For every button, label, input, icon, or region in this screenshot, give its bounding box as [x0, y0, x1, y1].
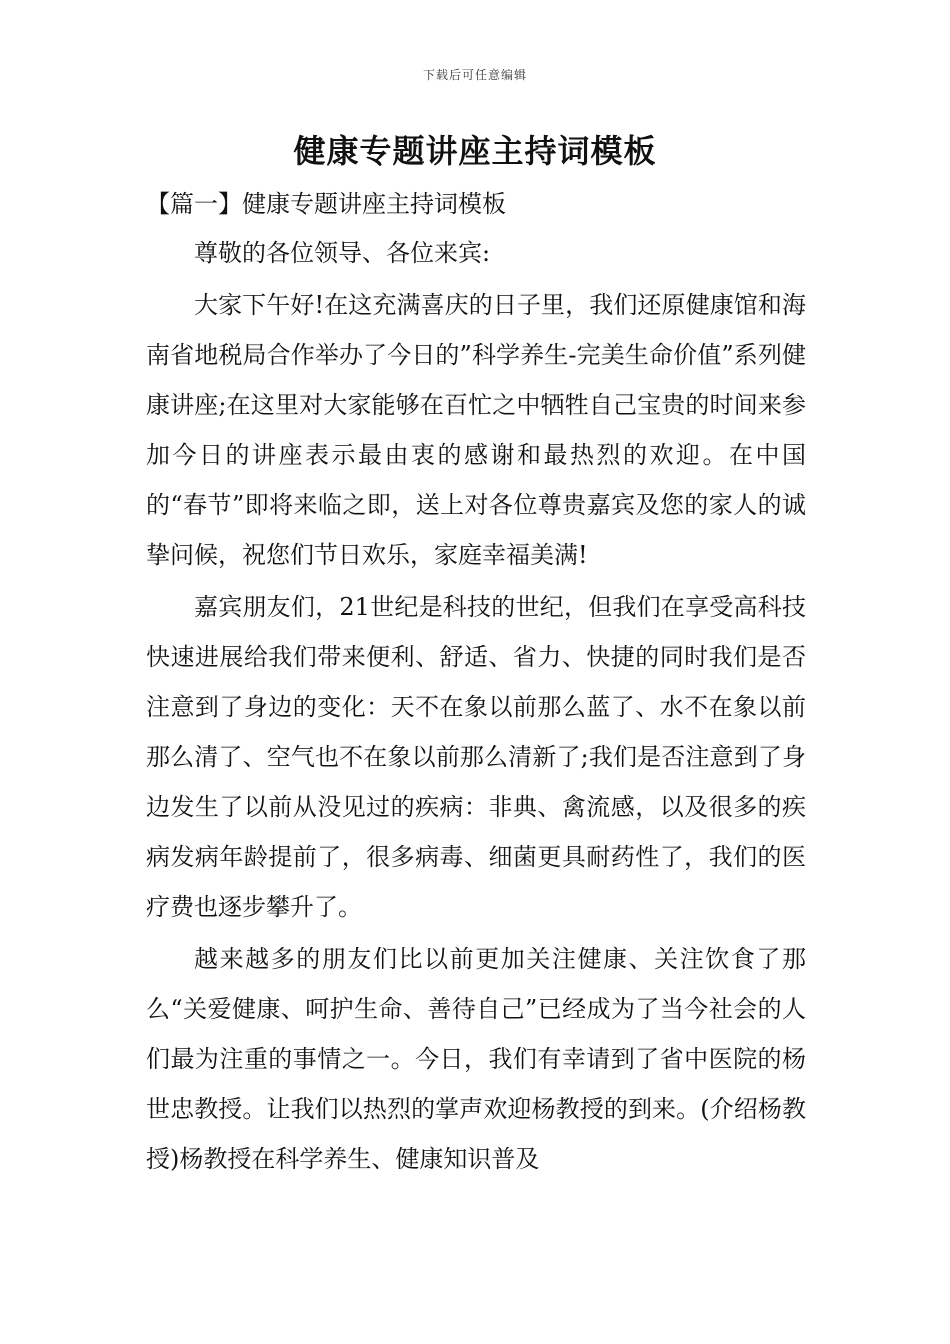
document-title: 健康专题讲座主持词模板	[293, 132, 657, 170]
page-header-note: 下载后可任意编辑	[422, 68, 527, 82]
section-heading: 【篇一】健康专题讲座主持词模板	[146, 190, 506, 218]
paragraph-greeting: 大家下午好!在这充满喜庆的日子里，我们还原健康馆和海南省地税局合作举办了今日的”科学养生-完美生命价值”系列健康讲座;在这里对大家能够在百忙之中牺牲自己宝贵的时间来参加今日的讲座表示最由衷的感谢和最热烈的欢迎。在中国的“春节”即将来临之即，送上对各位尊贵嘉宾及您的家人的诚挚问候，祝您们节日欢乐，家庭幸福美满!	[146, 291, 806, 569]
document-body	[146, 228, 806, 1184]
paragraph-health-focus: 越来越多的朋友们比以前更加关注健康、关注饮食了那么“关爱健康、呵护生命、善待自己”已经成为了当今社会的人们最为注重的事情之一。今日，我们有幸请到了省中医院的杨世忠教授。让我们以热烈的掌声欢迎杨教授的到来。(介绍杨教授)杨教授在科学养生、健康知识普及	[146, 945, 806, 1173]
paragraph-salutation: 尊敬的各位领导、各位来宾:	[194, 239, 491, 267]
paragraph-technology-changes: 嘉宾朋友们，21世纪是科技的世纪，但我们在享受高科技快速进展给我们带来便利、舒适、省力、快捷的同时我们是否注意到了身边的变化：天不在象以前那么蓝了、水不在象以前那么清了、空气也不在象以前那么清新了;我们是否注意到了身边发生了以前从没见过的疾病：非典、禽流感，以及很多的疾病发病年龄提前了，很多病毒、细菌更具耐药性了，我们的医疗费也逐步攀升了。	[146, 593, 806, 921]
